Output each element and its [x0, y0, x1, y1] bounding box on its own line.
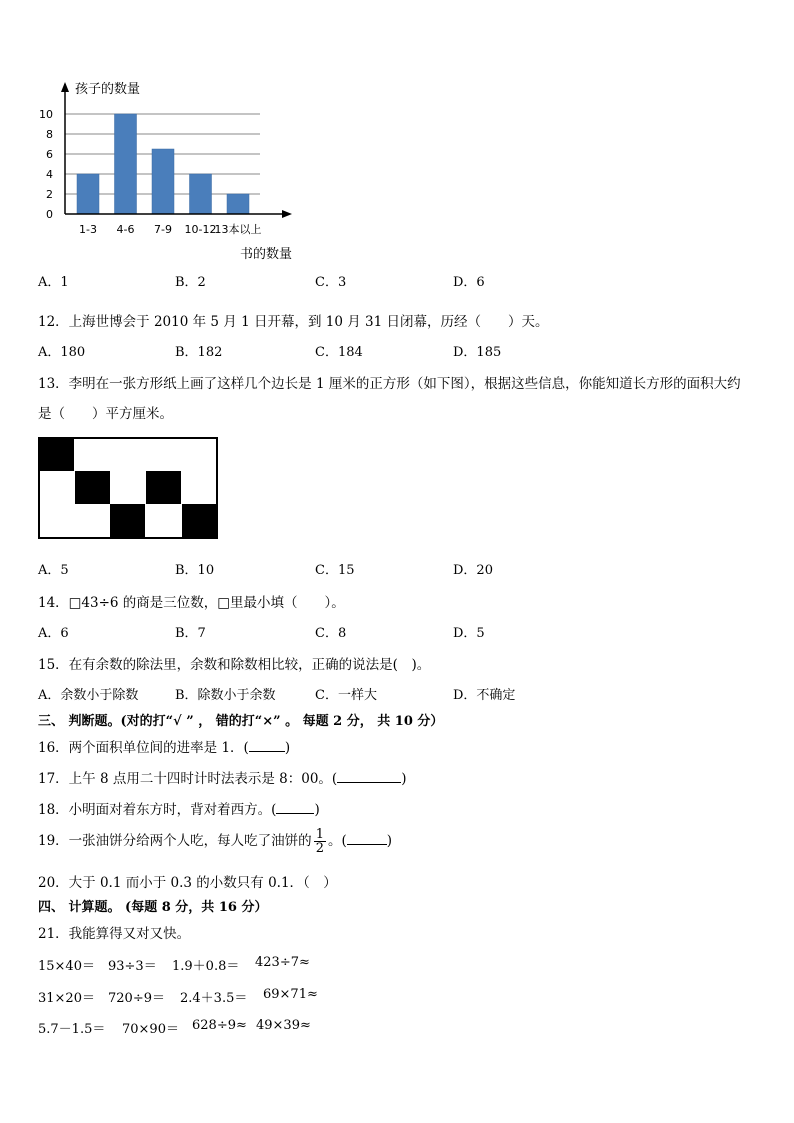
q12-option-a[interactable]: A．180	[38, 345, 86, 360]
q12-option-d[interactable]: D．185	[453, 345, 502, 360]
black-square	[182, 504, 217, 538]
y-tick-label: 2	[46, 188, 53, 201]
q19-text: 19．一张油饼分给两个人吃，每人吃了油饼的	[38, 833, 312, 849]
q11-option-c[interactable]: C．3	[315, 275, 347, 290]
q15-option-b[interactable]: B．除数小于余数	[175, 688, 276, 703]
x-tick-label: 7-9	[154, 223, 172, 236]
x-axis-arrow	[282, 210, 292, 218]
calc-item: 70×90＝	[122, 1022, 179, 1037]
y-tick-label: 8	[46, 128, 53, 141]
black-square	[75, 471, 110, 504]
y-axis-arrow	[61, 82, 69, 92]
q14-option-a[interactable]: A．6	[38, 626, 69, 641]
q13-text-line2: 是（ ）平方厘米。	[38, 406, 173, 422]
q16-text: 16．两个面积单位间的进率是 1．(	[38, 740, 249, 756]
q13-option-d[interactable]: D．20	[453, 563, 493, 578]
q15-option-a[interactable]: A．余数小于除数	[38, 688, 139, 703]
q17	[38, 767, 406, 787]
black-square	[146, 471, 181, 504]
bar	[115, 114, 137, 214]
q19-answer-blank[interactable]	[347, 832, 387, 845]
x-axis-title: 书的数量	[239, 247, 293, 262]
q18-close: )	[314, 802, 320, 818]
calc-item: 1.9＋0.8＝	[172, 959, 240, 974]
q18-text: 18．小明面对着东方时，背对着西方。(	[38, 802, 277, 818]
x-tick-label: 1-3	[79, 223, 97, 236]
calc-item: 49×39≈	[256, 1018, 311, 1033]
y-tick-label: 4	[46, 168, 53, 181]
calc-item: 2.4＋3.5＝	[180, 991, 248, 1006]
q15-option-c[interactable]: C．一样大	[315, 688, 377, 703]
q16-answer-blank[interactable]	[249, 739, 285, 752]
q18	[38, 798, 320, 818]
calc-item: 15×40＝	[38, 959, 95, 974]
fraction-denominator: 2	[315, 841, 324, 856]
q12-option-c[interactable]: C．184	[315, 345, 363, 360]
q17-close: )	[401, 771, 407, 787]
x-tick-label: 4-6	[116, 223, 135, 236]
q11-option-b[interactable]: B．2	[175, 275, 206, 290]
squares-figure	[38, 437, 220, 540]
q14-option-b[interactable]: B．7	[175, 626, 206, 641]
q19-close: )	[386, 833, 393, 849]
bar	[227, 194, 249, 214]
black-square	[39, 438, 74, 471]
q13-option-a[interactable]: A．5	[38, 563, 69, 578]
calc-item: 93÷3＝	[108, 959, 157, 974]
bar	[152, 149, 174, 214]
bar-chart	[30, 72, 320, 267]
q19	[38, 828, 392, 855]
calc-item: 423÷7≈	[255, 955, 310, 970]
bar	[190, 174, 212, 214]
q14-text: 14．□43÷6 的商是三位数，□里最小填（ ）。	[38, 595, 345, 611]
calc-item: 5.7－1.5＝	[38, 1022, 106, 1037]
black-square	[110, 504, 145, 538]
q20-text: 20．大于 0.1 而小于 0.3 的小数只有 0.1．（ ）	[38, 875, 337, 891]
q15-text: 15．在有余数的除法里，余数和除数相比较，正确的说法是( )。	[38, 657, 431, 673]
section-3-heading: 三、 判断题。(对的打“√ ” ， 错的打“×” 。 每题 2 分， 共 10 分）	[38, 714, 444, 729]
calc-item: 720÷9＝	[108, 991, 165, 1006]
fraction-numerator: 1	[315, 827, 324, 842]
q11-option-d[interactable]: D．6	[453, 275, 485, 290]
calc-item: 31×20＝	[38, 991, 95, 1006]
q13-option-b[interactable]: B．10	[175, 563, 215, 578]
q14-option-c[interactable]: C．8	[315, 626, 347, 641]
q17-answer-blank[interactable]	[337, 770, 401, 783]
q16	[38, 736, 290, 756]
q18-answer-blank[interactable]	[276, 801, 314, 814]
q19-text-after: 。(	[327, 833, 347, 849]
q13-option-c[interactable]: C．15	[315, 563, 355, 578]
y-tick-label: 10	[39, 108, 53, 121]
bar	[77, 174, 99, 214]
q12-text: 12．上海世博会于 2010 年 5 月 1 日开幕，到 10 月 31 日闭幕，历经（ ）天。	[38, 314, 549, 330]
x-tick-label: 10-12	[184, 223, 217, 236]
calc-item: 628÷9≈	[192, 1018, 247, 1033]
q17-text: 17．上午 8 点用二十四时计时法表示是 8：00。(	[38, 771, 338, 787]
q12-option-b[interactable]: B．182	[175, 345, 223, 360]
q21-text: 21．我能算得又对又快。	[38, 926, 191, 942]
q13-text-line1: 13．李明在一张方形纸上画了这样几个边长是 1 厘米的正方形（如下图），根据这些信息，你能知道长方形的面积大约	[38, 376, 741, 392]
y-tick-label: 6	[46, 148, 53, 161]
q19-fraction	[314, 828, 326, 855]
section-4-heading: 四、 计算题。 (每题 8 分，共 16 分）	[38, 900, 268, 915]
y-tick-label: 0	[46, 208, 53, 221]
q11-option-a[interactable]: A．1	[38, 275, 69, 290]
y-axis-title: 孩子的数量	[75, 82, 141, 97]
q15-option-d[interactable]: D．不确定	[453, 688, 516, 703]
x-tick-label: 13本以上	[214, 223, 262, 236]
calc-item: 69×71≈	[263, 987, 318, 1002]
q14-option-d[interactable]: D．5	[453, 626, 485, 641]
q16-close: )	[284, 740, 291, 756]
